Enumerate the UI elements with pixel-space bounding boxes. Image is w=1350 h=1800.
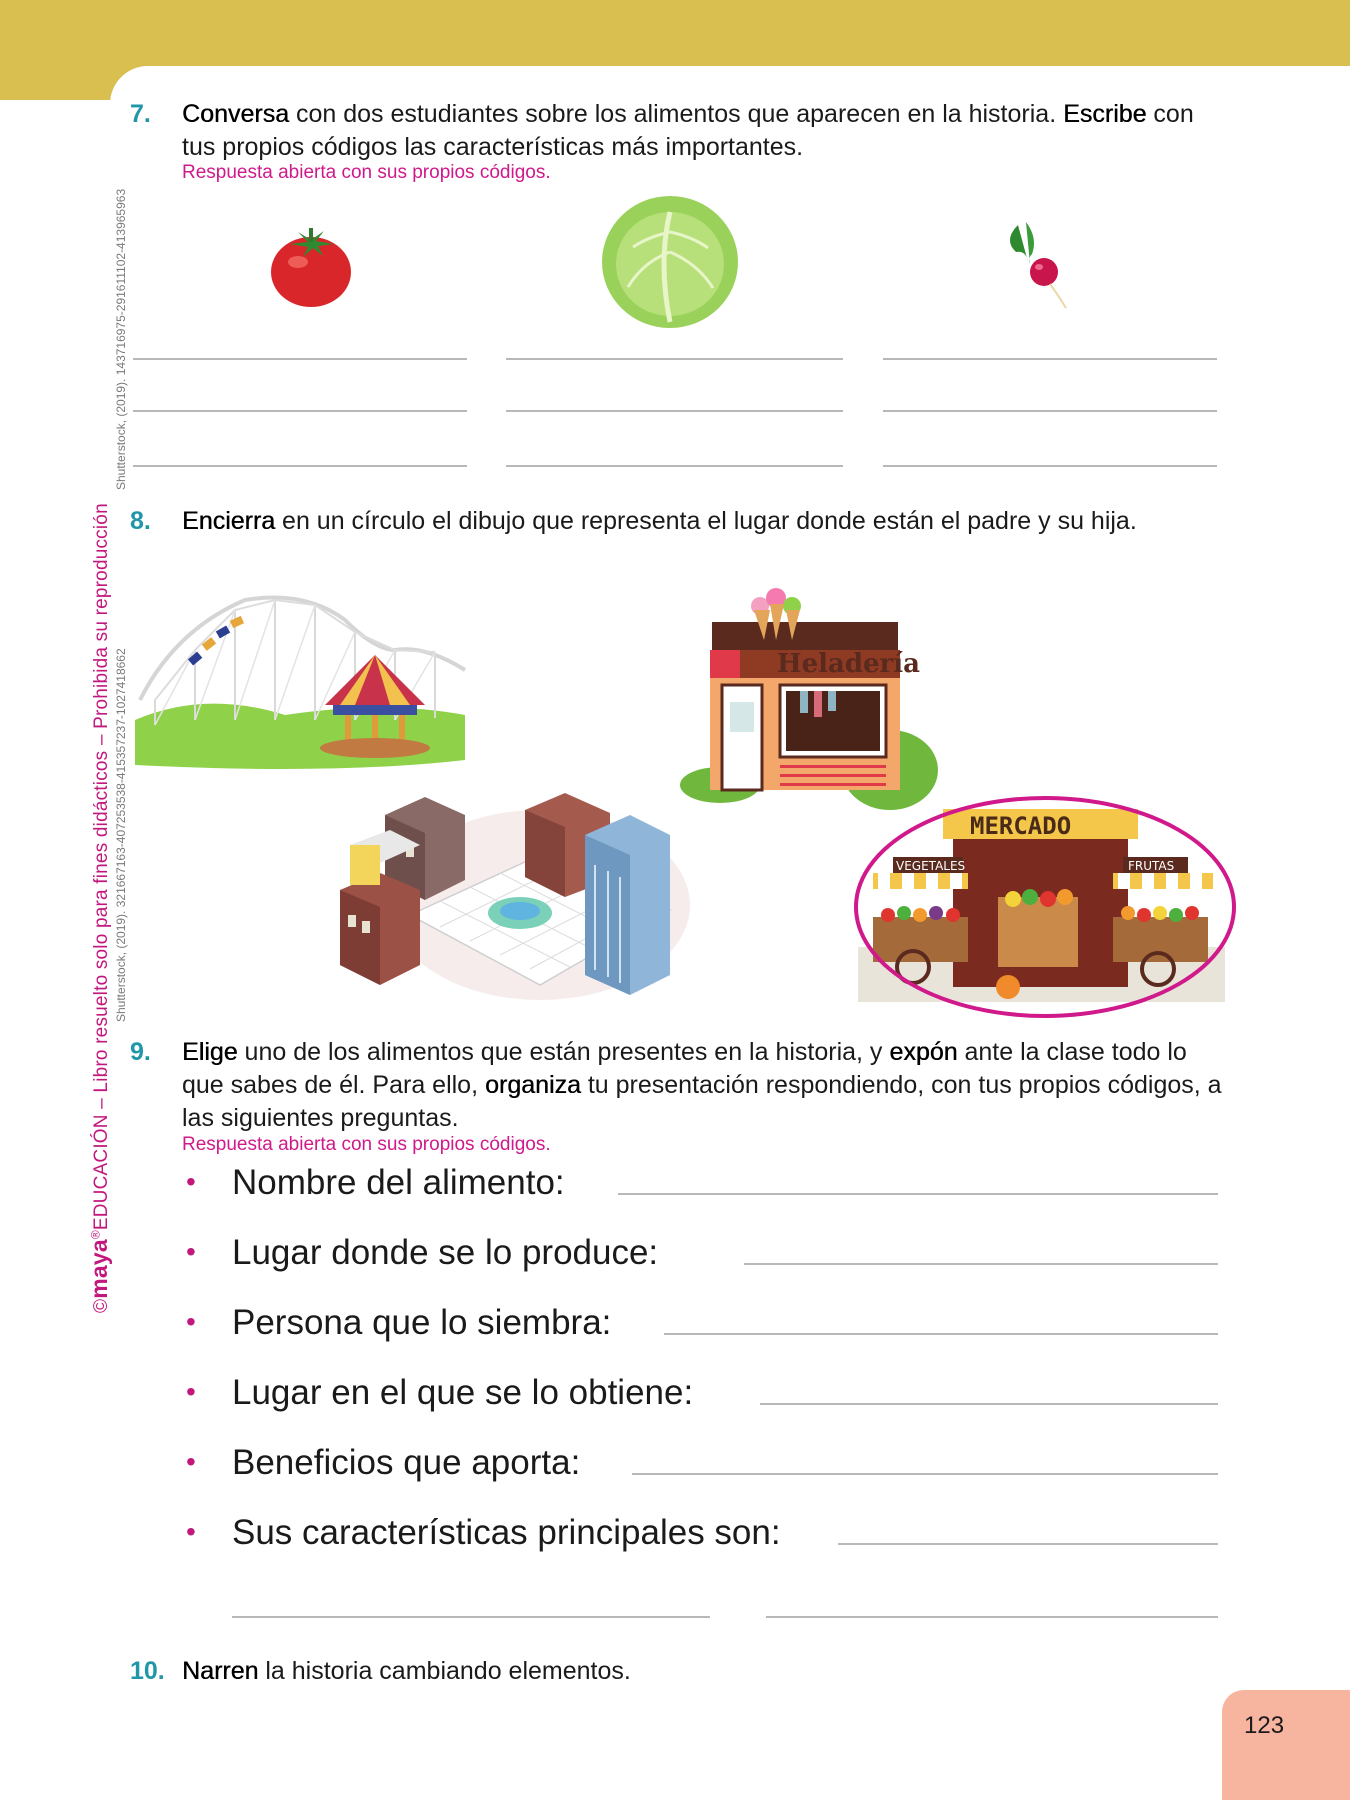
page-number-tab — [1222, 1690, 1350, 1800]
q7-verb-write: Escribe — [1063, 100, 1147, 128]
q8-number: 8. — [130, 507, 151, 535]
q7-text-part2: con tus propios códigos las características más importantes. — [182, 100, 1194, 161]
radish-icon — [998, 220, 1073, 310]
bullet: • — [186, 1446, 196, 1477]
page-number: 123 — [1244, 1712, 1285, 1739]
copyright-notice — [86, 503, 113, 1313]
extra-line[interactable] — [232, 1616, 710, 1618]
item-grower: Persona que lo siembra: — [232, 1303, 612, 1342]
write-line[interactable] — [883, 465, 1217, 467]
item-characteristics: Sus características principales son: — [232, 1513, 781, 1552]
bullet: • — [186, 1236, 196, 1267]
q8-text — [182, 505, 1222, 538]
bullet: • — [186, 1306, 196, 1337]
vegetables-sign: VEGETALES — [896, 859, 966, 873]
brand-name: maya — [86, 1239, 112, 1299]
characteristics-line[interactable] — [838, 1543, 1218, 1545]
q9-answer: Respuesta abierta con sus propios códigos. — [182, 1134, 551, 1155]
write-line[interactable] — [506, 410, 843, 412]
copyright-symbol: © — [91, 1298, 112, 1313]
bullet: • — [186, 1166, 196, 1197]
answer-circle-market — [855, 797, 1240, 1022]
notice-text: EDUCACIÓN – Libro resuelto solo para fines didácticos – Prohibida su reproducción — [91, 503, 112, 1231]
q9-verb-choose: Elige — [182, 1038, 238, 1066]
ice-cream-shop-sign: Heladería — [777, 649, 920, 679]
q9-text — [182, 1036, 1222, 1135]
ice-cream-shop-image[interactable] — [680, 590, 940, 805]
item-production-place: Lugar donde se lo produce: — [232, 1233, 659, 1272]
obtain-place-line[interactable] — [760, 1403, 1218, 1405]
q7-verb-converse: Conversa — [182, 100, 289, 128]
q7-answer: Respuesta abierta con sus propios códigos. — [182, 162, 551, 183]
item-food-name: Nombre del alimento: — [232, 1163, 565, 1202]
q9-number: 9. — [130, 1038, 151, 1066]
q10-text-part: la historia cambiando elementos. — [258, 1657, 631, 1685]
production-place-line[interactable] — [744, 1263, 1218, 1265]
q8-verb-circle: Encierra — [182, 507, 276, 535]
city-square-image[interactable] — [340, 785, 700, 1005]
q7-text — [182, 98, 1222, 164]
item-obtain-place: Lugar en el que se lo obtiene: — [232, 1373, 694, 1412]
registered-mark: ® — [88, 1230, 103, 1240]
q9-text-part1: uno de los alimentos que están presentes en la historia, y — [237, 1038, 890, 1066]
q9-text-part3: tu presentación respondiendo, con tus propios códigos, a las siguientes preguntas. — [182, 1071, 1222, 1132]
q10-text — [182, 1655, 1222, 1688]
lettuce-icon — [598, 192, 743, 332]
item-benefits: Beneficios que aporta: — [232, 1443, 581, 1482]
q9-verb-expose: expón — [889, 1038, 958, 1066]
write-line[interactable] — [133, 465, 467, 467]
write-line[interactable] — [883, 410, 1217, 412]
q8-text-part: en un círculo el dibujo que representa el lugar donde están el padre y su hija. — [275, 507, 1137, 535]
grower-line[interactable] — [664, 1333, 1218, 1335]
q10-verb-narrate: Narren — [182, 1657, 259, 1685]
image-credit-bottom: Shutterstock, (2019). 321667163-407253538-415357237-1027418662 — [114, 648, 128, 1022]
fruits-sign: FRUTAS — [1128, 859, 1175, 873]
q9-verb-organize: organiza — [484, 1071, 581, 1099]
q7-text-part1: con dos estudiantes sobre los alimentos que aparecen en la historia. — [289, 100, 1064, 128]
q7-number: 7. — [130, 100, 151, 128]
tomato-icon — [268, 222, 358, 312]
write-line[interactable] — [133, 410, 467, 412]
q9-text-part2: ante la clase todo lo que sabes de él. Para ello, — [182, 1038, 1187, 1099]
write-line[interactable] — [506, 358, 843, 360]
extra-line[interactable] — [766, 1616, 1218, 1618]
market-sign: MERCADO — [970, 812, 1072, 840]
amusement-park-image[interactable] — [135, 590, 465, 780]
bullet: • — [186, 1516, 196, 1547]
write-line[interactable] — [506, 465, 843, 467]
write-line[interactable] — [133, 358, 467, 360]
bullet: • — [186, 1376, 196, 1407]
benefits-line[interactable] — [632, 1473, 1218, 1475]
write-line[interactable] — [883, 358, 1217, 360]
food-name-line[interactable] — [618, 1193, 1218, 1195]
q10-number: 10. — [130, 1657, 165, 1685]
image-credit-top: Shutterstock, (2019). 143716975-291611102-413965963 — [114, 188, 128, 490]
